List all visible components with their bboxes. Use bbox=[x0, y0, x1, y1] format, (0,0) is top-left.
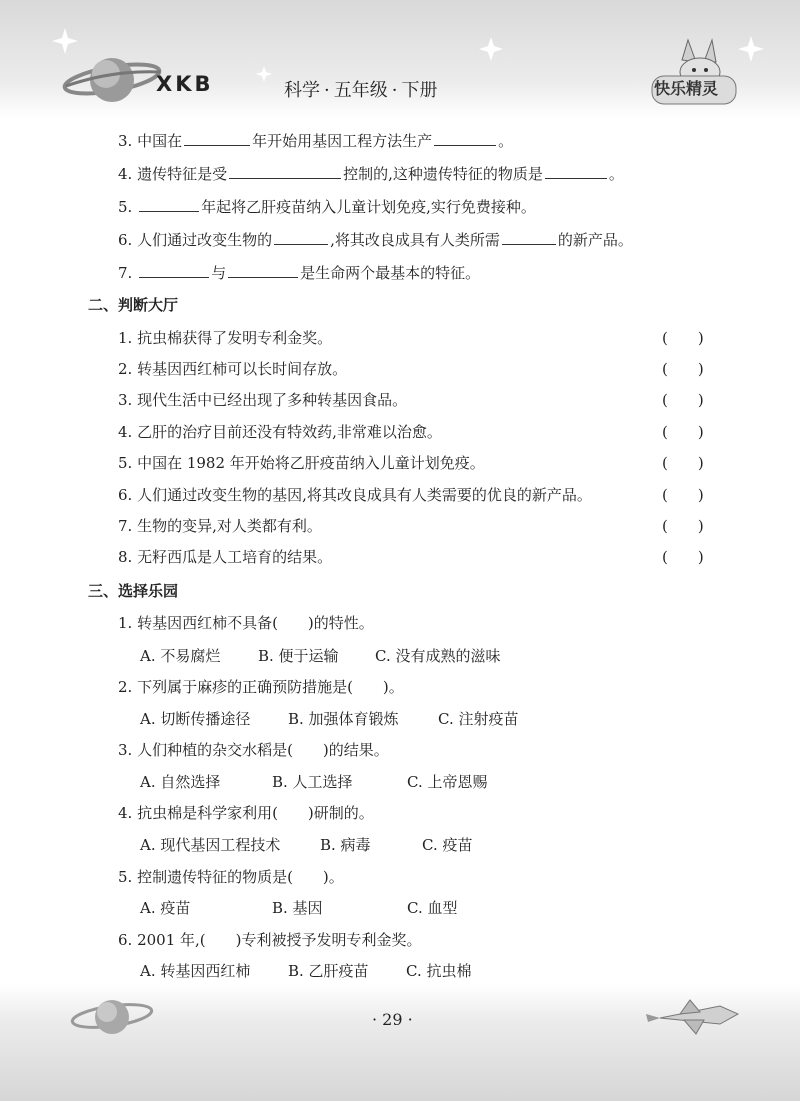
volume: 下册 bbox=[401, 80, 438, 101]
fill-item: 5. 年起将乙肝疫苗纳入儿童计划免疫,实行免费接种。 bbox=[118, 198, 536, 216]
answer-paren[interactable]: ( ) bbox=[662, 360, 704, 378]
page-number: · 29 · bbox=[372, 1010, 413, 1029]
option-b[interactable]: B. 病毒 bbox=[320, 836, 371, 854]
judge-item: 3. 现代生活中已经出现了多种转基因食品。 bbox=[118, 391, 408, 409]
brand-logo: XKB bbox=[156, 72, 214, 96]
planet-icon bbox=[71, 1000, 153, 1034]
option-b[interactable]: B. 乙肝疫苗 bbox=[288, 962, 369, 980]
choice-options bbox=[140, 897, 457, 918]
option-b[interactable]: B. 便于运输 bbox=[258, 647, 339, 665]
fill-item: 4. 遗传特征是受 控制的,这种遗传特征的物质是 。 bbox=[118, 165, 624, 183]
option-a[interactable]: A. 不易腐烂 bbox=[140, 647, 221, 665]
grade: 五年级 bbox=[333, 80, 388, 101]
choice-question: 3. 人们种植的杂交水稻是( )的结果。 bbox=[118, 741, 389, 759]
fill-item: 7. 与 是生命两个最基本的特征。 bbox=[118, 264, 481, 282]
fill-item: 3. 中国在 年开始用基因工程方法生产 。 bbox=[118, 132, 514, 150]
choice-options bbox=[140, 708, 518, 729]
option-b[interactable]: B. 加强体育锻炼 bbox=[288, 710, 399, 728]
answer-paren[interactable]: ( ) bbox=[662, 517, 704, 535]
answer-blank[interactable] bbox=[228, 263, 298, 278]
choice-question: 6. 2001 年,( )专利被授予发明专利金奖。 bbox=[118, 931, 422, 949]
choice-question: 5. 控制遗传特征的物质是( )。 bbox=[118, 868, 344, 886]
answer-paren[interactable]: ( ) bbox=[662, 486, 704, 504]
judge-item: 2. 转基因西红柿可以长时间存放。 bbox=[118, 360, 348, 378]
option-c[interactable]: C. 血型 bbox=[407, 899, 458, 917]
answer-paren[interactable]: ( ) bbox=[662, 423, 704, 441]
page-title: 科学 · 五年级 · 下册 bbox=[284, 80, 438, 101]
option-b[interactable]: B. 人工选择 bbox=[272, 773, 353, 791]
answer-blank[interactable] bbox=[434, 131, 496, 146]
answer-blank[interactable] bbox=[502, 230, 556, 245]
answer-blank[interactable] bbox=[139, 197, 199, 212]
planet-icon bbox=[63, 58, 162, 102]
option-a[interactable]: A. 现代基因工程技术 bbox=[140, 836, 281, 854]
choice-options bbox=[140, 771, 487, 792]
choice-options bbox=[140, 960, 471, 981]
choice-question: 1. 转基因西红柿不具备( )的特性。 bbox=[118, 614, 374, 632]
option-a[interactable]: A. 疫苗 bbox=[140, 899, 191, 917]
choice-question: 2. 下列属于麻疹的正确预防措施是( )。 bbox=[118, 678, 404, 696]
judge-item: 5. 中国在 1982 年开始将乙肝疫苗纳入儿童计划免疫。 bbox=[118, 454, 485, 472]
judge-item: 7. 生物的变异,对人类都有利。 bbox=[118, 517, 322, 535]
section-heading: 二、判断大厅 bbox=[88, 296, 179, 314]
option-c[interactable]: C. 抗虫棉 bbox=[406, 962, 472, 980]
judge-item: 1. 抗虫棉获得了发明专利金奖。 bbox=[118, 329, 333, 347]
answer-blank[interactable] bbox=[545, 164, 607, 179]
option-a[interactable]: A. 转基因西红柿 bbox=[140, 962, 251, 980]
option-c[interactable]: C. 注射疫苗 bbox=[438, 710, 519, 728]
answer-paren[interactable]: ( ) bbox=[662, 391, 704, 409]
answer-blank[interactable] bbox=[139, 263, 209, 278]
section-heading: 三、选择乐园 bbox=[88, 582, 179, 600]
rocket-icon bbox=[646, 1000, 738, 1034]
answer-paren[interactable]: ( ) bbox=[662, 548, 704, 566]
choice-options bbox=[140, 834, 472, 855]
fill-item: 6. 人们通过改变生物的 ,将其改良成具有人类所需 的新产品。 bbox=[118, 231, 633, 249]
option-c[interactable]: C. 上帝恩赐 bbox=[407, 773, 488, 791]
option-c[interactable]: C. 没有成熟的滋味 bbox=[375, 647, 501, 665]
answer-paren[interactable]: ( ) bbox=[662, 329, 704, 347]
mascot-label: 快乐精灵 bbox=[654, 79, 719, 98]
answer-blank[interactable] bbox=[274, 230, 328, 245]
answer-blank[interactable] bbox=[229, 164, 341, 179]
option-a[interactable]: A. 切断传播途径 bbox=[140, 710, 251, 728]
choice-options bbox=[140, 645, 500, 666]
option-c[interactable]: C. 疫苗 bbox=[422, 836, 473, 854]
judge-item: 4. 乙肝的治疗目前还没有特效药,非常难以治愈。 bbox=[118, 423, 442, 441]
choice-question: 4. 抗虫棉是科学家利用( )研制的。 bbox=[118, 804, 374, 822]
answer-paren[interactable]: ( ) bbox=[662, 454, 704, 472]
answer-blank[interactable] bbox=[184, 131, 250, 146]
option-b[interactable]: B. 基因 bbox=[272, 899, 323, 917]
subject: 科学 bbox=[284, 80, 320, 101]
judge-item: 8. 无籽西瓜是人工培育的结果。 bbox=[118, 548, 333, 566]
option-a[interactable]: A. 自然选择 bbox=[140, 773, 221, 791]
judge-item: 6. 人们通过改变生物的基因,将其改良成具有人类需要的优良的新产品。 bbox=[118, 486, 592, 504]
